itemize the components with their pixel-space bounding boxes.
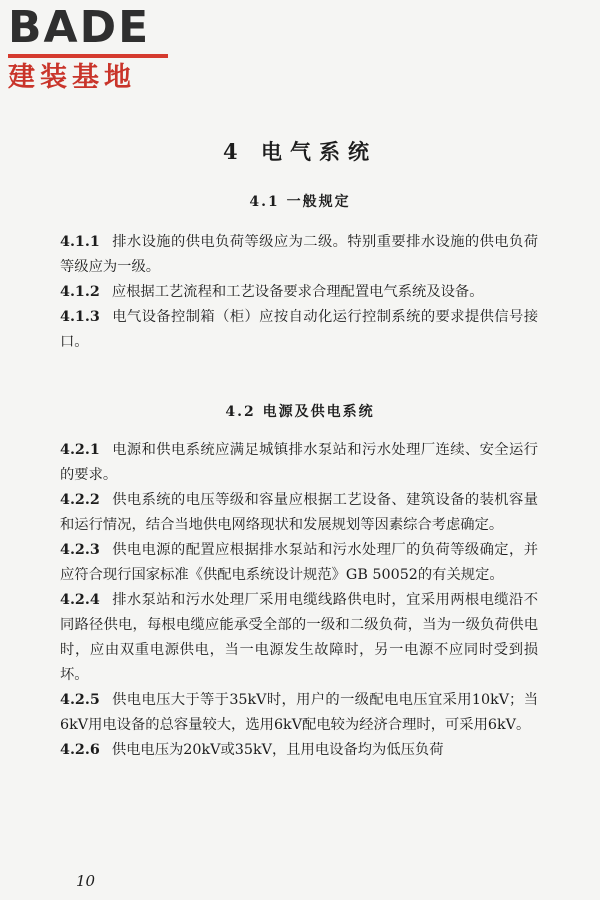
clause-number: 4.2.3 (60, 542, 100, 558)
clause-4-1-2 (60, 280, 538, 305)
section-4-1-clauses (60, 230, 538, 355)
chapter-title: 4 电气系统 (223, 139, 377, 164)
clause-4-2-4 (60, 588, 538, 688)
clause-text: 电源和供电系统应满足城镇排水泵站和污水处理厂连续、安全运行的要求。 (60, 442, 538, 483)
clause-number: 4.2.5 (60, 692, 100, 708)
logo-divider (8, 54, 168, 58)
bade-logo (8, 4, 178, 94)
clause-text: 排水设施的供电负荷等级应为二级。特别重要排水设施的供电负荷等级应为一级。 (60, 234, 538, 275)
clause-4-2-3 (60, 538, 538, 588)
section-4-2-clauses (60, 438, 538, 763)
section-title-4-2: 4.2 电源及供电系统 (225, 404, 375, 420)
clause-4-2-2 (60, 488, 538, 538)
logo-subtitle: 建装基地 (8, 62, 136, 93)
clause-text: 排水泵站和污水处理厂采用电缆线路供电时，宜采用两根电缆沿不同路径供电，每根电缆应能承受全部的一级和二级负荷，当为一级负荷供电时，应由双重电源供电，当一电源发生故障时，另一电源不应同时受到损坏。 (60, 592, 538, 683)
page-number: 10 (76, 872, 96, 890)
clause-number: 4.2.6 (60, 742, 100, 758)
clause-number: 4.1.3 (60, 309, 100, 325)
clause-number: 4.1.1 (60, 234, 100, 250)
clause-4-1-1 (60, 230, 538, 280)
section-title-4-1: 4.1 一般规定 (249, 194, 351, 210)
clause-number: 4.1.2 (60, 284, 100, 300)
clause-4-2-5 (60, 688, 538, 738)
clause-4-1-3 (60, 305, 538, 355)
clause-number: 4.2.4 (60, 592, 100, 608)
clause-text: 应根据工艺流程和工艺设备要求合理配置电气系统及设备。 (111, 284, 484, 300)
clause-text: 电气设备控制箱（柜）应按自动化运行控制系统的要求提供信号接口。 (60, 309, 538, 350)
clause-text: 供电电压大于等于35kV时，用户的一级配电电压宜采用10kV；当6kV用电设备的总容量较大，选用6kV配电较为经济合理时，可采用6kV。 (60, 692, 538, 733)
clause-text: 供电电压为20kV或35kV，且用电设备均为低压负荷 (111, 742, 444, 758)
clause-number: 4.2.2 (60, 492, 100, 508)
clause-text: 供电电源的配置应根据排水泵站和污水处理厂的负荷等级确定，并应符合现行国家标准《供配电系统设计规范》GB 50052的有关规定。 (60, 542, 538, 583)
logo-brand: BADE (8, 2, 151, 53)
clause-4-2-6 (60, 738, 538, 763)
clause-4-2-1 (60, 438, 538, 488)
clause-number: 4.2.1 (60, 442, 100, 458)
clause-text: 供电系统的电压等级和容量应根据工艺设备、建筑设备的装机容量和运行情况，结合当地供电网络现状和发展规划等因素综合考虑确定。 (60, 492, 538, 533)
